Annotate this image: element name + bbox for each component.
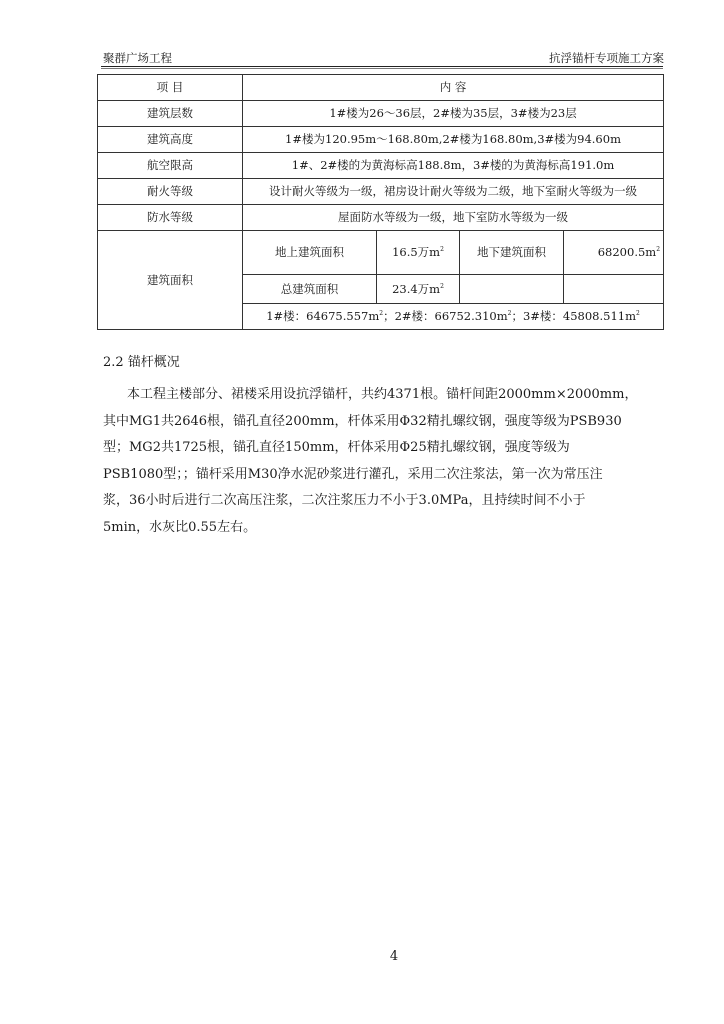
header-divider-thin — [101, 68, 663, 69]
row-label: 防水等级 — [98, 205, 243, 231]
table-row — [98, 153, 664, 179]
area-label: 建筑面积 — [98, 231, 243, 330]
paragraph-line: 浆，36小时后进行二次高压注浆，二次注浆压力不小于3.0MPa，且持续时间不小于 — [103, 493, 586, 508]
paragraph-line: 型；MG2共1725根，锚孔直径150mm，杆体采用Φ25精扎螺纹钢，强度等级为 — [103, 440, 570, 455]
row-value: 1#楼为120.95m～168.80m,2#楼为168.80m,3#楼为94.60m — [243, 127, 664, 153]
paragraph-line: 其中MG1共2646根，锚孔直径200mm，杆体采用Φ32精扎螺纹钢，强度等级为PSB930 — [103, 413, 622, 429]
header-project-name: 聚群广场工程 — [103, 51, 172, 65]
above-ground-area-label: 地上建筑面积 — [243, 231, 377, 275]
paragraph-line: PSB1080型；；锚杆采用M30净水泥砂浆进行灌孔，采用二次注浆法，第一次为常压注 — [103, 466, 603, 482]
area-row-above-below — [98, 231, 664, 275]
row-value: 1#楼为26～36层，2#楼为35层，3#楼为23层 — [243, 101, 664, 127]
table-row — [98, 179, 664, 205]
header-divider — [101, 66, 663, 67]
underground-area-value: $68200.5m^2$ — [564, 231, 664, 275]
anchor-overview-paragraph — [103, 382, 663, 541]
empty-cell — [564, 275, 664, 304]
row-label: 航空限高 — [98, 153, 243, 179]
paragraph-line: 本工程主楼部分、裙楼采用设抗浮锚杆，共约4371根。锚杆间距2000mm×2000mm， — [127, 387, 638, 402]
table-row — [98, 205, 664, 231]
building-areas: 1#楼：$64675.557m^2$；2#楼：$66752.310m^2$；3#楼：$45808.511m^2$ — [243, 304, 664, 330]
table-row — [98, 127, 664, 153]
underground-area-label: 地下建筑面积 — [460, 231, 564, 275]
row-label: 建筑层数 — [98, 101, 243, 127]
page-number: 4 — [389, 949, 399, 964]
table-header-content: 内 容 — [243, 75, 664, 101]
section-title: 2.2 锚杆概况 — [103, 355, 180, 370]
project-info-table — [97, 74, 664, 330]
header-document-title: 抗浮锚杆专项施工方案 — [549, 51, 664, 65]
row-value: 屋面防水等级为一级，地下室防水等级为一级 — [243, 205, 664, 231]
total-area-label: 总建筑面积 — [243, 275, 377, 304]
above-ground-area-value: 16.5万$m^2$ — [377, 231, 460, 275]
total-area-value: 23.4万$m^2$ — [377, 275, 460, 304]
row-value: 1#、2#楼的为黄海标高188.8m，3#楼的为黄海标高191.0m — [243, 153, 664, 179]
empty-cell — [460, 275, 564, 304]
table-header-row — [98, 75, 664, 101]
row-value: 设计耐火等级为一级，裙房设计耐火等级为二级，地下室耐火等级为一级 — [243, 179, 664, 205]
row-label: 建筑高度 — [98, 127, 243, 153]
table-header-item: 项 目 — [98, 75, 243, 101]
paragraph-line: 5min，水灰比0.55左右。 — [103, 519, 257, 535]
row-label: 耐火等级 — [98, 179, 243, 205]
table-row — [98, 101, 664, 127]
